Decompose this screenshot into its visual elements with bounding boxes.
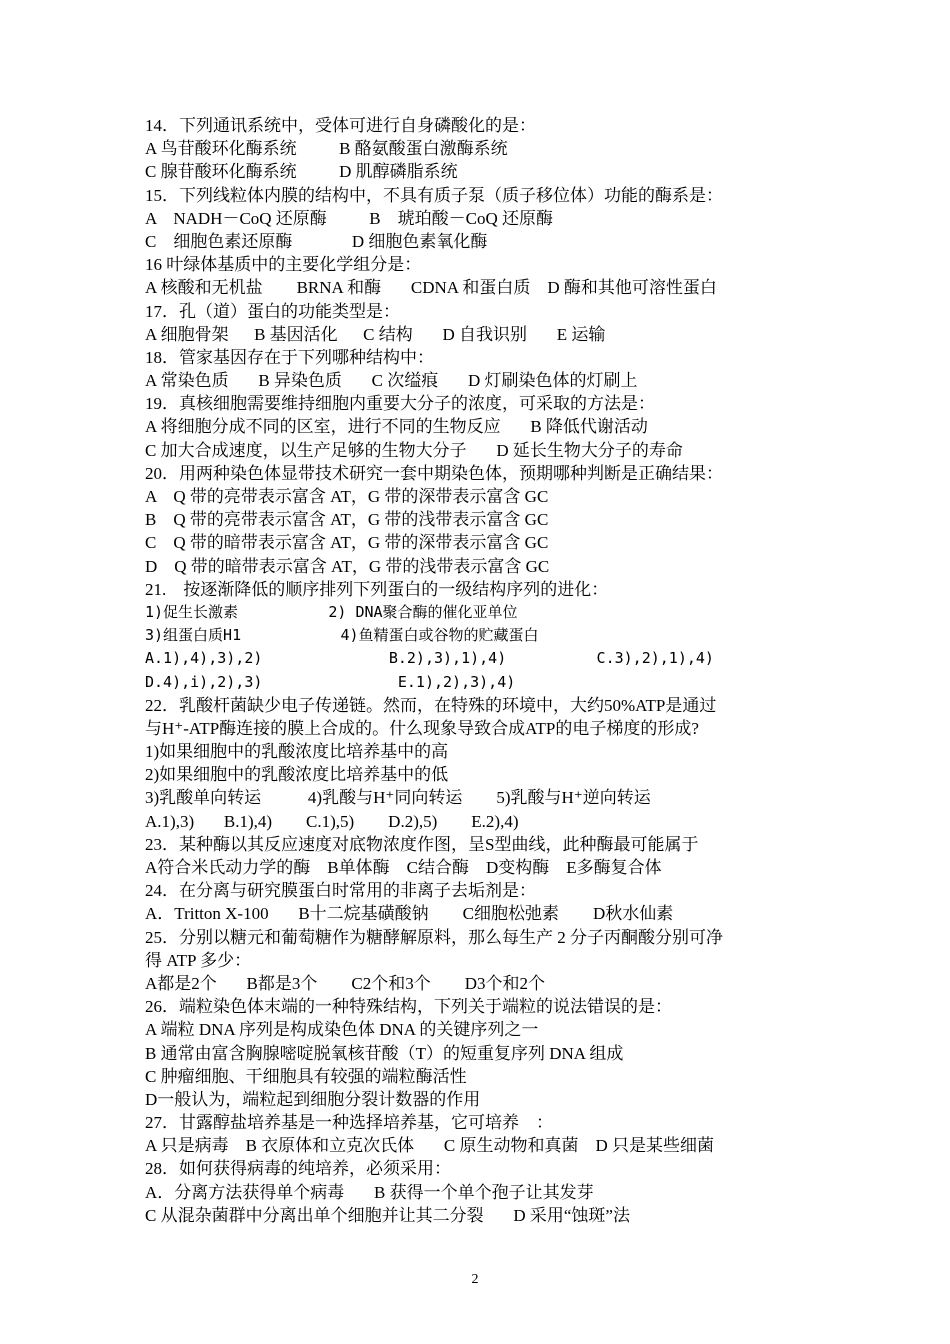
text-line: A Q 带的亮带表示富含 AT，G 带的深带表示富含 GC [145,487,549,506]
text-line: D.4),i),2),3) E.1),2),3),4) [145,672,516,691]
text-line: 18．管家基因存在于下列哪种结构中： [145,347,434,367]
text-line: A 鸟苷酸环化酶系统 B 酪氨酸蛋白激酶系统 [145,139,508,159]
text-line: 27．甘露醇盐培养基是一种选择培养基，它可培养 ： [145,1113,553,1133]
text-line: A 将细胞分成不同的区室，进行不同的生物反应 B 降低代谢活动 [145,417,648,437]
text-line: 2)如果细胞中的乳酸浓度比培养基中的低 [145,765,449,785]
text-line: 25．分别以糖元和葡萄糖作为糖酵解原料，那么每生产 2 分子丙酮酸分别可净 [145,927,723,947]
text-line: D一般认为，端粒起到细胞分裂计数器的作用 [145,1089,481,1109]
page-number: 2 [471,1272,479,1287]
text-line: C 肿瘤细胞、干细胞具有较强的端粒酶活性 [145,1066,467,1086]
text-line: C 细胞色素还原酶 D 细胞色素氧化酶 [145,231,488,251]
text-line: 24．在分离与研究膜蛋白时常用的非离子去垢剂是： [145,881,536,901]
text-line: A 常染色质 B 异染色质 C 次缢痕 D 灯刷染色体的灯刷上 [145,371,638,391]
text-line: 14．下列通讯系统中，受体可进行自身磷酸化的是： [145,116,536,135]
text-line: 17．孔（道）蛋白的功能类型是： [145,301,400,321]
text-line: 21. 按逐渐降低的顺序排列下列蛋白的一级结构序列的进化： [145,579,609,599]
text-line: 1)如果细胞中的乳酸浓度比培养基中的高 [145,742,449,762]
text-line: B 通常由富含胸腺嘧啶脱氧核苷酸（T）的短重复序列 DNA 组成 [145,1043,624,1063]
text-line: A都是2个 B都是3个 C2个和3个 D3个和2个 [145,973,545,993]
text-line: C 腺苷酸环化酶系统 D 肌醇磷脂系统 [145,162,458,182]
text-line: A．Tritton X-100 B十二烷基磺酸钠 C细胞松弛素 D秋水仙素 [145,904,674,924]
text-line: A.1),3) B.1),4) C.1),5) D.2),5) E.2),4) [145,811,519,831]
text-line: A 端粒 DNA 序列是构成染色体 DNA 的关键序列之一 [145,1020,539,1040]
text-line: A.1),4),3),2) B.2),3),1),4) C.3),2),1),4) [145,649,714,668]
text-line: A NADH－CoQ 还原酶 B 琥珀酸－CoQ 还原酶 [145,208,554,228]
text-line: A 只是病毒 B 衣原体和立克次氏体 C 原生动物和真菌 D 只是某些细菌 [145,1136,715,1156]
text-line: 15．下列线粒体内膜的结构中，不具有质子泵（质子移位体）功能的酶系是： [145,185,723,205]
text-line: C 加大合成速度，以生产足够的生物大分子 D 延长生物大分子的寿命 [145,440,683,460]
text-line: 19．真核细胞需要维持细胞内重要大分子的浓度，可采取的方法是： [145,394,655,414]
text-line: A符合米氏动力学的酶 B单体酶 C结合酶 D变构酶 E多酶复合体 [145,858,662,877]
text-line: 得 ATP 多少： [145,950,252,970]
text-line: C 从混杂菌群中分离出单个细胞并让其二分裂 D 采用“蚀斑”法 [145,1205,630,1225]
text-line: 与H⁺-ATP酶连接的膜上合成的。什么现象导致合成ATP的电子梯度的形成? [145,718,699,738]
text-line: 23．某种酶以其反应速度对底物浓度作图，呈S型曲线，此种酶最可能属于 [145,834,699,854]
text-line: B Q 带的亮带表示富含 AT，G 带的浅带表示富含 GC [145,510,549,530]
text-line: A．分离方法获得单个病毒 B 获得一个单个孢子让其发芽 [145,1182,594,1202]
text-line: 1)促生长激素 2) DNA聚合酶的催化亚单位 [145,602,518,621]
document-body [145,114,805,1227]
text-line: A 细胞骨架 B 基因活化 C 结构 D 自我识别 E 运输 [145,324,606,344]
text-line: 22．乳酸杆菌缺少电子传递链。然而，在特殊的环境中，大约50%ATP是通过 [145,695,717,715]
text-line: 26．端粒染色体末端的一种特殊结构，下列关于端粒的说法错误的是： [145,997,672,1017]
text-line: A 核酸和无机盐 BRNA 和酶 CDNA 和蛋白质 D 酶和其他可溶性蛋白 [145,278,717,298]
text-line: 20．用两种染色体显带技术研究一套中期染色体，预期哪种判断是正确结果： [145,463,723,483]
text-line: 28．如何获得病毒的纯培养，必须采用： [145,1159,451,1179]
text-line: 3)组蛋白质H1 4)鱼精蛋白或谷物的贮藏蛋白 [145,626,539,645]
text-line: 16 叶绿体基质中的主要化学组分是： [145,255,422,275]
text-line: C Q 带的暗带表示富含 AT，G 带的深带表示富含 GC [145,533,549,553]
text-line: 3)乳酸单向转运 4)乳酸与H⁺同向转运 5)乳酸与H⁺逆向转运 [145,788,651,808]
text-line: D Q 带的暗带表示富含 AT，G 带的浅带表示富含 GC [145,556,550,576]
